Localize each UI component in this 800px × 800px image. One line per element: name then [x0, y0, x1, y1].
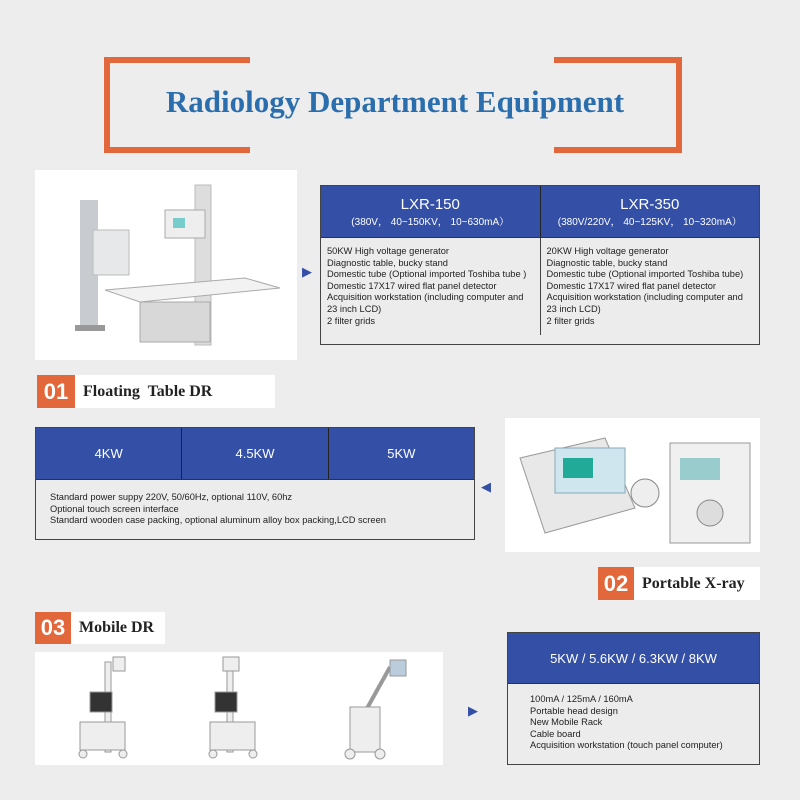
feature-line: 2 filter grids [546, 315, 595, 326]
feature-line: 50KW High voltage generator [327, 246, 449, 256]
lxr150-features [321, 238, 540, 335]
section-number-02: 02 [598, 567, 634, 600]
section-number-03: 03 [35, 612, 71, 644]
model-column-lxr150 [321, 186, 540, 237]
power-5kw: 5KW [328, 428, 474, 479]
section-label-mobile-dr: Mobile DR [71, 612, 165, 644]
model-spec: (380V， 40~150KV， 10~630mA） [351, 216, 510, 228]
floating-table-dr-image [35, 170, 297, 360]
feature-line: Portable head design [530, 705, 618, 716]
feature-line: Standard power suppy 220V, 50/60Hz, optional 110V, 60hz [50, 492, 293, 502]
section-label-portable-xray: Portable X-ray [634, 567, 760, 600]
feature-line: Domestic 17X17 wired flat panel detector [327, 280, 497, 291]
mobile-dr-images [35, 652, 443, 765]
feature-line: 2 filter grids [327, 315, 376, 326]
feature-line: Diagnostic table, bucky stand [546, 257, 668, 268]
floating-table-dr-spec-table [320, 185, 760, 345]
power-4-5kw: 4.5KW [181, 428, 327, 479]
feature-line: Acquisition workstation (including computer and 23 inch LCD) [327, 292, 524, 314]
model-name: LXR-150 [400, 195, 460, 213]
portable-xray-image [505, 418, 760, 552]
model-spec: (380V/220V， 40~125KV， 10~320mA） [557, 216, 742, 228]
feature-line: New Mobile Rack [530, 717, 603, 728]
feature-line: Standard wooden case packing, optional aluminum alloy box packing,LCD screen [50, 515, 386, 526]
lxr350-features [540, 238, 760, 335]
section-label-floating-table-dr: Floating Table DR [75, 375, 275, 408]
feature-line: 20KW High voltage generator [546, 246, 669, 256]
arrow-left-icon: ◀ [481, 479, 491, 494]
arrow-right-icon: ▶ [468, 703, 478, 718]
feature-line: Cable board [530, 728, 581, 739]
model-name: LXR-350 [620, 195, 680, 213]
feature-line: Acquisition workstation (including computer and 23 inch LCD) [546, 292, 743, 314]
portable-xray-features [36, 480, 474, 539]
mobile-dr-spec-table [507, 632, 760, 765]
feature-line: 100mA / 125mA / 160mA [530, 694, 633, 704]
model-column-lxr350 [540, 186, 760, 237]
portable-xray-spec-table [35, 427, 475, 540]
section-number-01: 01 [37, 375, 75, 408]
feature-line: Diagnostic table, bucky stand [327, 257, 448, 268]
page-title: Radiology Department Equipment [165, 84, 625, 119]
feature-line: Domestic tube (Optional imported Toshiba tube) [546, 269, 744, 280]
feature-line: Acquisition workstation (touch panel computer) [530, 740, 723, 751]
mobile-dr-powers: 5KW / 5.6KW / 6.3KW / 8KW [550, 650, 717, 666]
feature-line: Domestic tube (Optional imported Toshiba tube ) [327, 269, 527, 280]
power-4kw: 4KW [94, 446, 123, 461]
feature-line: Domestic 17X17 wired flat panel detector [546, 280, 717, 291]
feature-line: Optional touch screen interface [50, 503, 179, 514]
arrow-right-icon: ▶ [302, 264, 312, 279]
mobile-dr-features [508, 684, 759, 762]
